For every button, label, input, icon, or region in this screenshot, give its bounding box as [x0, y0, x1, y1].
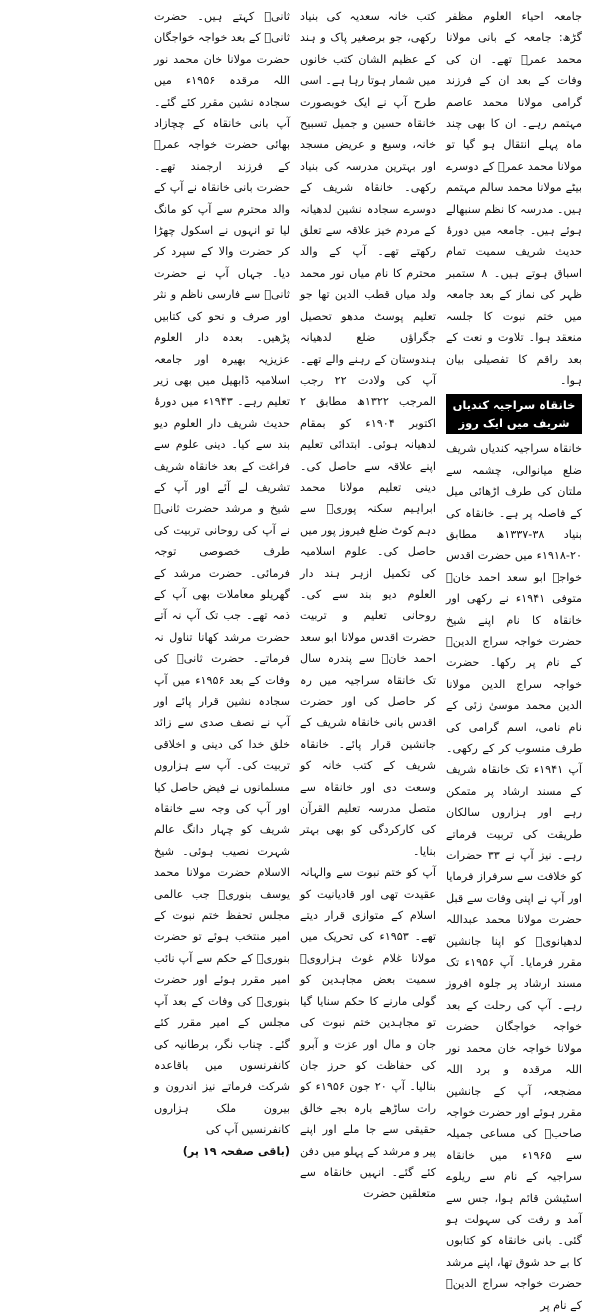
column-middle-right	[299, 6, 437, 1201]
article-paragraph: جامعہ احیاء العلوم مظفر گڑھ: جامعہ کے بانی مولانا محمد عمرؒ تھے۔ ان کی وفات کے بعد ان کے فرزند گرامی مولانا محمد عاصم مہتمم رہے۔ ان کا بھی چند ماہ پہلے انتقال ہو گیا تو مولانا محمد عمرؒ کے دوسرے بیٹے مولانا محمد سالم مہتمم ہیں۔ مدرسہ کا نظم سنبھالے ہوئے ہیں۔ جامعہ میں دورۂ حدیث شریف سمیت تمام اسباق ہوتے ہیں۔ ۸ ستمبر ظہر کی نماز کے بعد جامعہ میں ختم نبوت کا جلسہ منعقد ہوا۔ تلاوت و نعت کے بعد راقم کا تفصیلی بیان ہوا۔	[446, 10, 583, 387]
article-paragraph: کتب خانہ سعدیہ کی بنیاد رکھی، جو برصغیر پاک و ہند کے عظیم الشان کتب خانوں میں شمار ہوتا رہا ہے۔ اسی طرح آپ نے ایک خوبصورت خانقاہ حسین و جمیل تسبیح خانہ، وسیع و عریض مسجد اور بہترین مدرسہ کی بنیاد رکھی۔ خانقاہ شریف کے دوسرے سجادہ نشین لدھیانہ کے مردم خیز علاقہ سے تعلق رکھتے تھے۔ آپ کے والد محترم کا نام میاں نور محمد ولد میاں قطب الدین تھا جو تعلیم پوسٹ مدھو تحصیل جگراؤں ضلع لدھیانہ ہندوستان کے رہنے والے تھے۔ آپ کی ولادت ۲۲ رجب المرجب ۱۳۲۲ھ مطابق ۲ اکتوبر ۱۹۰۴ء کو بمقام لدھیانہ ہوئی۔ ابتدائی تعلیم اپنے علاقہ سے حاصل کی۔ دینی تعلیم مولانا محمد ابراہیم سکنہ پوریؒ سے دہم کوٹ ضلع فیروز پور میں حاصل کی۔ علوم اسلامیہ کی تکمیل ازہر ہند دار العلوم دیو بند سے کی۔ روحانی تعلیم و تربیت حضرت اقدس مولانا ابو سعد احمد خانؒ سے پندرہ سال تک خانقاہ سراجیہ میں رہ کر حاصل کی اور حضرت اقدس بانی خانقاہ شریف کے جانشین قرار پائے۔ خانقاہ شریف کے کتب خانہ کو وسعت دی اور خانقاہ سے متصل مدرسہ تعلیم القرآن کی کارکردگی کو بھی بہتر بنایا۔	[299, 10, 437, 858]
section-heading: خانقاہ سراجیہ کندیاں شریف میں ایک روز	[446, 394, 582, 434]
column-right	[446, 6, 583, 1312]
article-paragraph: ثانیؒ کہتے ہیں۔ حضرت ثانیؒ کے بعد خواجہ خواجگان حضرت مولانا خان محمد نور اللہ مرقدہ ۱۹۵۶ء میں سجادہ نشین مقرر کئے گئے۔ آپ بانی خانقاہ کے چچازاد بھائی حضرت خواجہ عمرؒ کے فرزند ارجمند تھے۔ حضرت بانی خانقاہ نے آپ کے والد محترم سے آپ کو مانگ لیا تو انہوں نے اسکول چھڑا کر حضرت والا کے سپرد کر دیا۔ جہاں آپ نے حضرت ثانیؒ سے فارسی ناظم و نثر اور صرف و نحو کی کتابیں پڑھیں۔ بعدہ دار العلوم عزیزیہ بھیرہ اور جامعہ اسلامیہ ڈابھیل میں بھی زیر تعلیم رہے۔ ۱۹۴۳ء میں دورۂ حدیث شریف دار العلوم دیو بند سے کیا۔ دینی علوم سے فراغت کے بعد خانقاہ شریف تشریف لے آئے اور آپ کے شیخ و مرشد حضرت ثانیؒ نے آپ کی روحانی تربیت کی طرف خصوصی توجہ فرمائی۔ حضرت مرشد کے گھریلو معاملات بھی آپ کے ذمہ تھے۔ جب تک آپ نہ آتے حضرت مرشد کھانا تناول نہ فرماتے۔ حضرت ثانیؒ کی وفات کے بعد ۱۹۵۶ء میں آپ سجادہ نشین قرار پائے اور آپ نے نصف صدی سے زائد خلق خدا کی دینی و اخلاقی تربیت کی۔ آپ سے ہزاروں مسلمانوں نے فیض حاصل کیا اور آپ کی وجہ سے خانقاہ شریف کو چہار دانگ عالم شہرت نصیب ہوئی۔ شیخ الاسلام حضرت مولانا محمد یوسف بنوریؒ جب عالمی مجلس تحفظ ختم نبوت کے امیر منتخب ہوئے تو حضرت بنوریؒ کے حکم سے آپ نائب امیر مقرر ہوئے اور حضرت بنوریؒ کی وفات کے بعد آپ مجلس کے امیر مقرر کئے گئے۔ چناب نگر، برطانیہ کی کانفرنسوں میں باقاعدہ شرکت فرماتے نیز اندرون و بیرون ملک ہزاروں کانفرنسیں آپ کی	[154, 10, 290, 1137]
continued-note: (باقی صفحہ ۱۹ پر)	[182, 1144, 290, 1158]
column-middle-left	[154, 6, 290, 1158]
article-paragraph: آپ کو ختم نبوت سے والہانہ عقیدت تھی اور قادیانیت کو اسلام کے متوازی قرار دیتے تھے۔ ۱۹۵۳ء کی تحریک میں مولانا غلام غوث ہزارویؒ سمیت بعض مجاہدین کو گولی مارنے کا حکم سنایا گیا تو مجاہدین ختم نبوت کی جان و مال اور عزت و آبرو کی حفاظت کو حرز جان بنالیا۔ آپ ۲۰ جون ۱۹۵۶ء کو رات ساڑھے بارہ بجے خالق حقیقی سے جا ملے اور اپنے پیر و مرشد کے پہلو میں دفن کئے گئے۔ انہیں خانقاہ سے متعلقین حضرت	[300, 866, 436, 1201]
column-left	[8, 6, 144, 791]
article-paragraph: خانقاہ سراجیہ کندیاں شریف ضلع میانوالی، چشمہ سے ملتان کی طرف اڑھائی میل کے فاصلہ پر ہے۔ خانقاہ کی بنیاد ۳۸-۱۳۳۷ھ مطابق ۲۰-۱۹۱۸ء میں حضرت اقدس خواجہ ابو سعد احمد خانؒ متوفی ۱۹۴۱ء نے رکھی اور خانقاہ کا نام اپنے شیخ حضرت خواجہ سراج الدینؒ کے نام پر رکھا۔ حضرت خواجہ سراج الدین مولانا الدین محمد موسیٰ زئی کے نام نامی، اسم گرامی کی طرف منسوب کر کے رکھی۔ آپ ۱۹۴۱ء تک خانقاہ شریف کے مسند ارشاد پر متمکن رہے اور ہزاروں سالکان طریقت کی تربیت فرماتے رہے۔ نیز آپ نے ۳۳ حضرات کو خلافت سے سرفراز فرمایا اور آپ نے اپنی وفات سے قبل حضرت مولانا محمد عبداللہ لدھیانویؒ کو اپنا جانشین مقرر فرمایا۔ آپ ۱۹۵۶ء تک مسند ارشاد پر جلوہ افروز رہے۔ آپ کی رحلت کے بعد خواجہ خواجگان حضرت مولانا خواجہ خان محمد نور اللہ مرقدہ و برد اللہ مضجعہ، آپ کے جانشین مقرر ہوئے اور حضرت خواجہ صاحبؒ کی مساعی جمیلہ سے ۱۹۶۵ء میں خانقاہ سراجیہ کے نام سے ریلوے اسٹیشن قائم ہوا، جس سے آمد و رفت کی سہولت ہو گئی۔ بانی خانقاہ کو کتابوں کا بے حد شوق تھا، اپنے مرشد حضرت خواجہ سراج الدینؒ کے نام پر	[446, 442, 583, 1312]
